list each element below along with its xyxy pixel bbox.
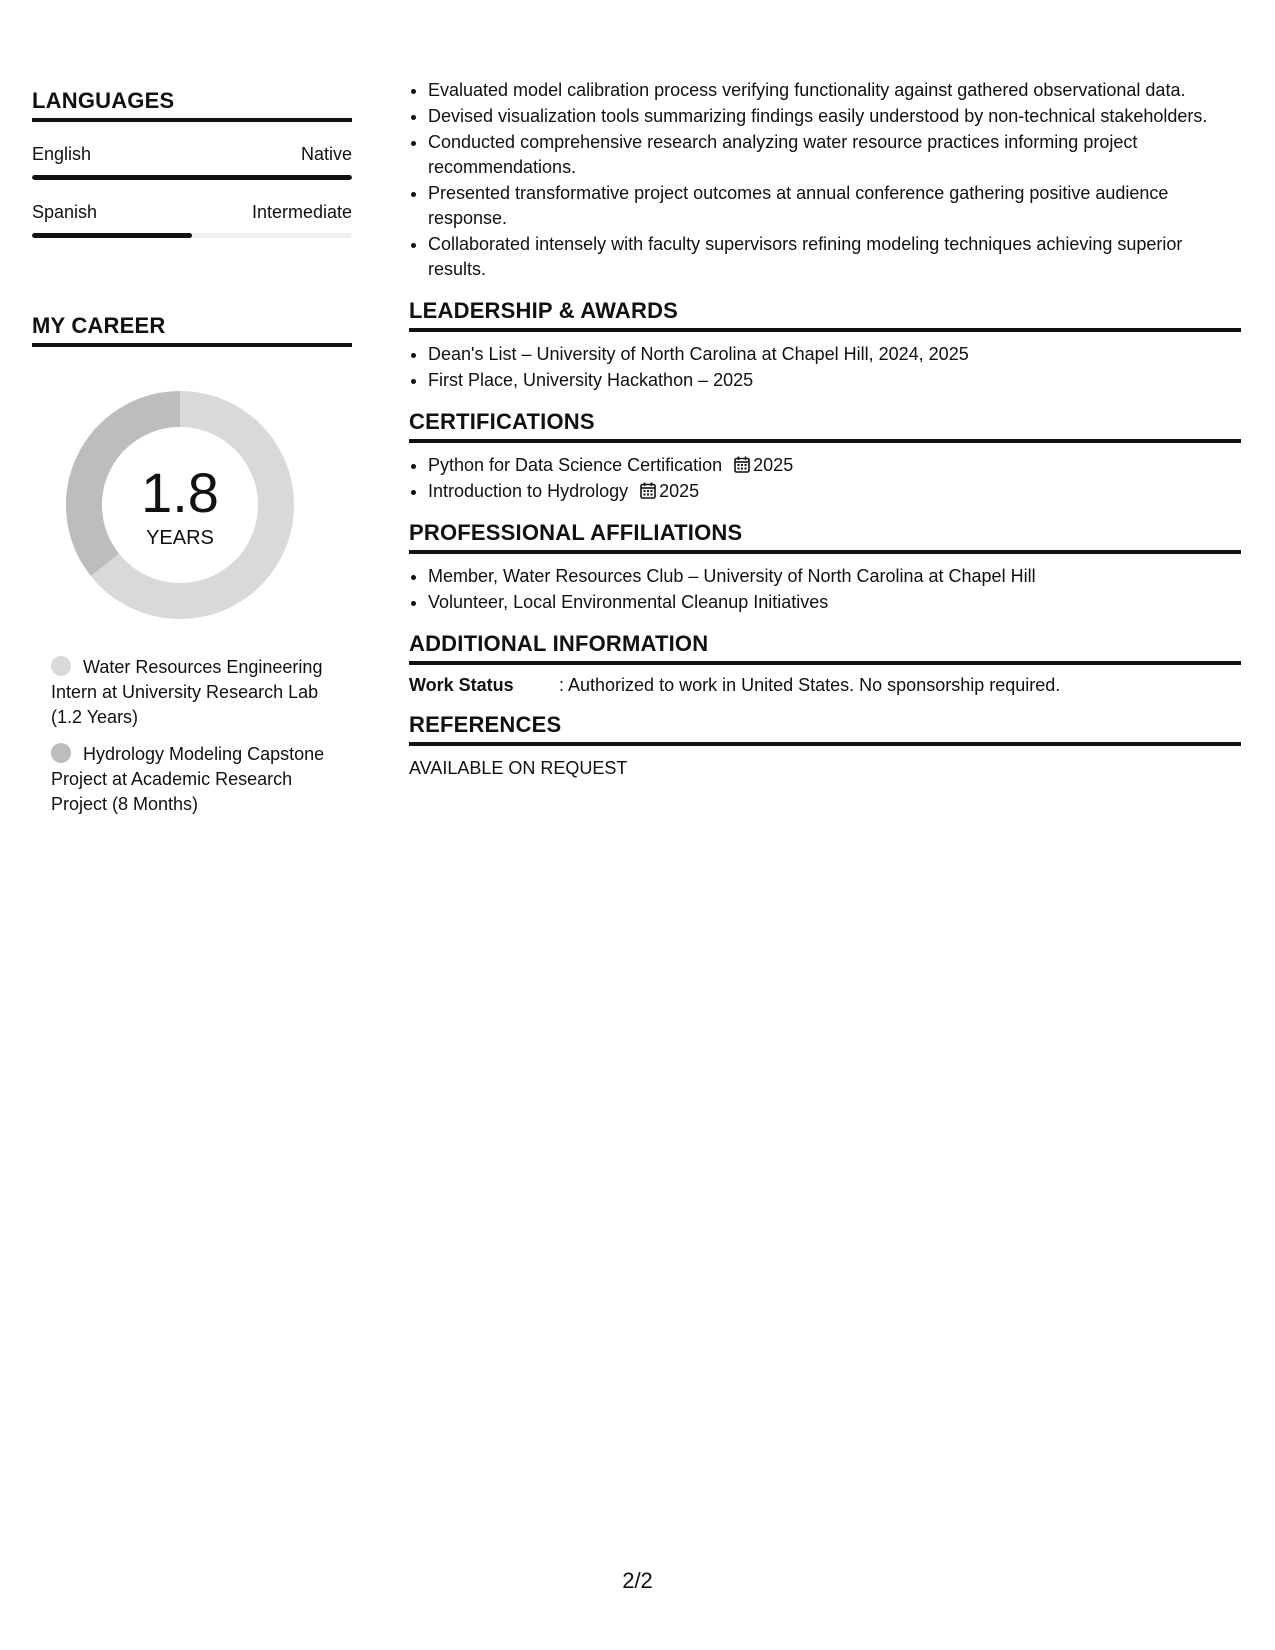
career-total-value: 1.8 bbox=[141, 461, 219, 524]
list-item: • Dean's List – University of North Carolina at Chapel Hill, 2024, 2025 bbox=[428, 342, 1241, 367]
affiliations-section bbox=[409, 520, 1241, 615]
list-item: • Evaluated model calibration process verifying functionality against gathered observational data. bbox=[428, 78, 1241, 103]
leadership-section bbox=[409, 298, 1241, 393]
certification-year: 2025 bbox=[753, 455, 794, 475]
additional-info-heading: ADDITIONAL INFORMATION bbox=[409, 631, 1241, 665]
list-item: • Collaborated intensely with faculty supervisors refining modeling techniques achieving superior results. bbox=[428, 232, 1241, 282]
additional-info-section bbox=[409, 631, 1241, 696]
language-proficiency-fill bbox=[32, 233, 192, 238]
certification-name: Introduction to Hydrology bbox=[428, 481, 629, 501]
language-item bbox=[32, 202, 352, 238]
career-legend-label: Water Resources Engineering Intern at University Research Lab (1.2 Years) bbox=[51, 657, 323, 727]
references-section bbox=[409, 712, 1241, 779]
work-status-row bbox=[409, 675, 1241, 696]
affiliations-heading: PROFESSIONAL AFFILIATIONS bbox=[409, 520, 1241, 554]
career-legend-item bbox=[51, 655, 331, 730]
list-item: • Volunteer, Local Environmental Cleanup Initiatives bbox=[428, 590, 1241, 615]
page-number: 2/2 bbox=[622, 1568, 653, 1593]
career-legend bbox=[51, 655, 331, 817]
leadership-heading: LEADERSHIP & AWARDS bbox=[409, 298, 1241, 332]
list-item bbox=[428, 453, 1241, 478]
list-item: • First Place, University Hackathon – 2025 bbox=[428, 368, 1241, 393]
certification-name: Python for Data Science Certification bbox=[428, 455, 723, 475]
certifications-section bbox=[409, 409, 1241, 504]
references-heading: REFERENCES bbox=[409, 712, 1241, 746]
language-name: Spanish bbox=[32, 202, 98, 222]
list-item bbox=[428, 479, 1241, 504]
experience-bullets bbox=[409, 78, 1241, 282]
language-item bbox=[32, 144, 352, 180]
language-level: Intermediate bbox=[251, 202, 352, 222]
languages-heading: LANGUAGES bbox=[32, 88, 352, 122]
career-total-unit: YEARS bbox=[146, 527, 214, 549]
language-name: English bbox=[32, 144, 92, 164]
right-column bbox=[409, 78, 1241, 779]
career-heading: MY CAREER bbox=[32, 313, 352, 347]
calendar-icon bbox=[640, 482, 656, 499]
legend-dot-icon bbox=[51, 656, 71, 676]
work-status-label: Work Status bbox=[409, 675, 514, 695]
career-section bbox=[32, 313, 352, 817]
career-legend-label: Hydrology Modeling Capstone Project at Academic Research Project (8 Months) bbox=[51, 744, 325, 814]
calendar-icon bbox=[734, 456, 750, 473]
left-column bbox=[32, 88, 352, 829]
certifications-heading: CERTIFICATIONS bbox=[409, 409, 1241, 443]
languages-section bbox=[32, 88, 352, 238]
list-item: • Devised visualization tools summarizing findings easily understood by non-technical stakeholders. bbox=[428, 104, 1241, 129]
list-item: • Presented transformative project outcomes at annual conference gathering positive audience response. bbox=[428, 181, 1241, 231]
language-proficiency-fill bbox=[32, 175, 352, 180]
career-legend-item bbox=[51, 742, 331, 817]
list-item: • Conducted comprehensive research analyzing water resource practices informing project recommendations. bbox=[428, 130, 1241, 180]
list-item: • Member, Water Resources Club – University of North Carolina at Chapel Hill bbox=[428, 564, 1241, 589]
references-text: AVAILABLE ON REQUEST bbox=[409, 758, 628, 778]
work-status-value: : Authorized to work in United States. No sponsorship required. bbox=[559, 675, 1061, 695]
language-level: Native bbox=[300, 144, 352, 164]
career-donut-chart bbox=[66, 391, 294, 619]
legend-dot-icon bbox=[51, 743, 71, 763]
language-proficiency-bar bbox=[32, 233, 352, 238]
language-proficiency-bar bbox=[32, 175, 352, 180]
certification-year: 2025 bbox=[659, 481, 700, 501]
